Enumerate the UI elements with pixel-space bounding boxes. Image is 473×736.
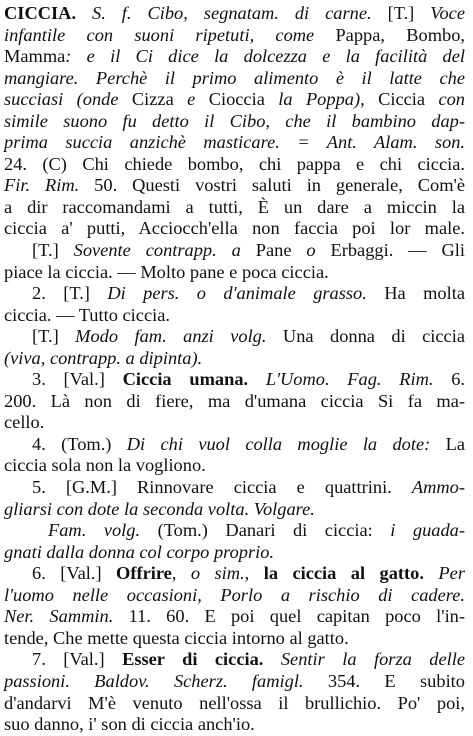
citation-text: 354. E subito [303, 670, 465, 691]
citation-text: Ha molta [366, 283, 466, 304]
definition-text: o [291, 240, 331, 261]
citation-text: Pane [255, 240, 292, 261]
text-line [4, 132, 465, 154]
definition-text: : e il Ci dice la dolcezza e la facilità del [65, 46, 465, 67]
citation-text: La [430, 433, 466, 454]
definition-text: L'Uomo. Fag. Rim. [248, 369, 434, 390]
text-line [4, 434, 465, 456]
headword-text: Ciccia umana. [122, 369, 249, 390]
citation-text: Cioccia [208, 89, 265, 110]
citation-text: Una donna di ciccia [266, 326, 465, 347]
definition-text: e [173, 89, 209, 110]
definition-text: Fir. Rim. [4, 175, 80, 196]
text-line [4, 563, 465, 585]
citation-text: Erbaggi [330, 240, 389, 261]
text-line [4, 455, 465, 477]
definition-text: la Poppa), [264, 89, 379, 110]
definition-text: l'uomo nelle occasioni, Porlo a rischio di cadere. [4, 584, 465, 605]
definition-text: Voce [430, 3, 465, 23]
citation-text: a dir raccomandami a tutti, È un dare a miccin la [4, 196, 465, 217]
text-line [4, 391, 465, 413]
citation-text: 4. (Tom.) [32, 433, 127, 454]
text-line [4, 714, 465, 736]
definition-text: simile suono fu detto il Cibo, che il bambino dap- [4, 110, 465, 131]
definition-text: S. f. Cibo, segnatam. di carne. [76, 3, 388, 23]
text-line [4, 68, 465, 90]
definition-text: passioni. Baldov. Scherz. famigl. [4, 670, 304, 691]
citation-text: 2. [T.] [32, 283, 108, 304]
definition-text: , o sim., [171, 563, 264, 584]
headword-text: CICCIA. [4, 3, 77, 23]
text-line [4, 326, 465, 348]
text-line [4, 262, 465, 284]
citation-text: 5. [G.M.] Rinnovare ciccia e quattrini. [32, 477, 412, 498]
citation-text: d'andarvi M'è venuto nell'ossa il brullichio. Po' poi, [4, 692, 465, 713]
text-line [4, 369, 465, 391]
definition-text: Di chi vuol colla moglie la dote: [126, 433, 431, 454]
text-line [4, 606, 465, 628]
definition-text: gliarsi con dote la seconda volta. Volgare. [4, 498, 315, 519]
definition-text: Modo fam. anzi volg. [75, 326, 267, 347]
definition-text: (viva, contrapp. a dipinta). [4, 347, 203, 368]
text-line [4, 197, 465, 219]
headword-text: Offrire [116, 563, 172, 584]
definition-text: Di pers. o d'animale grasso. [107, 283, 367, 304]
definition-text: Sentir la forza delle [263, 649, 465, 670]
citation-text: [T.] [32, 326, 76, 347]
text-line [4, 348, 465, 370]
definition-text: succiasi (onde [4, 89, 132, 110]
text-line [4, 283, 465, 305]
definition-text: prima succia anzichè masticare. = Ant. Alam. son. [4, 132, 465, 153]
text-line [4, 218, 465, 240]
text-line [4, 412, 465, 434]
definition-text: Sovente contrapp. a [73, 240, 256, 261]
text-line [4, 649, 465, 671]
citation-text: Mamma [4, 46, 66, 67]
definition-text: Ammo- [411, 477, 465, 498]
text-line [4, 305, 465, 327]
definition-text: con [425, 89, 465, 110]
text-line [4, 25, 465, 47]
citation-text: suo danno, i' son di ciccia anch'io. [4, 714, 255, 735]
citation-text: 50. Questi vostri saluti in generale, Com'è [79, 175, 465, 196]
citation-text: cello. [4, 412, 45, 433]
citation-text: ciccia. — Tutto ciccia. [4, 304, 170, 325]
text-line [4, 175, 465, 197]
citation-text: tende, Che mette questa ciccia intorno al gatto. [4, 627, 349, 648]
text-line [4, 111, 465, 133]
text-line [4, 477, 465, 499]
definition-text: gnati dalla donna col corpo proprio. [4, 541, 275, 562]
citation-text: 200. Là non di fiere, ma d'umana ciccia Si fa ma- [4, 390, 465, 411]
citation-text: Cizza [131, 89, 174, 110]
text-line [4, 46, 465, 68]
text-line [4, 499, 465, 521]
definition-text: Per [423, 563, 465, 584]
definition-text: Fam. volg. [48, 520, 141, 541]
headword-text: Esser di ciccia. [122, 649, 264, 670]
citation-text: 6. [433, 369, 465, 390]
text-line [4, 240, 465, 262]
text-line [4, 542, 465, 564]
citation-text: . — Gli [388, 240, 466, 261]
text-line [4, 628, 465, 650]
citation-text: 6. [Val.] [32, 563, 117, 584]
headword-text: la ciccia al gatto. [263, 563, 424, 584]
text-line [4, 154, 465, 176]
text-line [4, 3, 465, 25]
citation-text: 11. 60. E poi quel capitan poco l'in- [113, 606, 465, 627]
text-line [4, 671, 465, 693]
definition-text: i guada- [390, 520, 466, 541]
citation-text: piace la ciccia. — Molto pane e poca ciccia. [4, 261, 329, 282]
definition-text: Ner. Sammin. [4, 606, 114, 627]
text-line [4, 89, 465, 111]
citation-text: [T.] [32, 240, 74, 261]
citation-text: 3. [Val.] [32, 369, 123, 390]
definition-text: infantile con suoni ripetuti, come [4, 24, 336, 45]
citation-text: 7. [Val.] [32, 649, 123, 670]
text-line [4, 520, 465, 542]
citation-text: Ciccia [378, 89, 426, 110]
citation-text: (Tom.) Danari di ciccia: [140, 520, 391, 541]
citation-text: [T.] [387, 3, 431, 23]
citation-text: ciccia a' putti, Acciocch'ella non faccia poi lor male. [4, 218, 465, 239]
text-line [4, 693, 465, 715]
citation-text: ciccia sola non la vogliono. [4, 455, 206, 476]
citation-text: 24. (C) Chi chiede bombo, chi pappa e chi ciccia. [4, 153, 465, 174]
text-line [4, 585, 465, 607]
definition-text: mangiare. Perchè il primo alimento è il latte che [4, 67, 465, 88]
citation-text: Pappa, Bombo, [335, 24, 465, 45]
